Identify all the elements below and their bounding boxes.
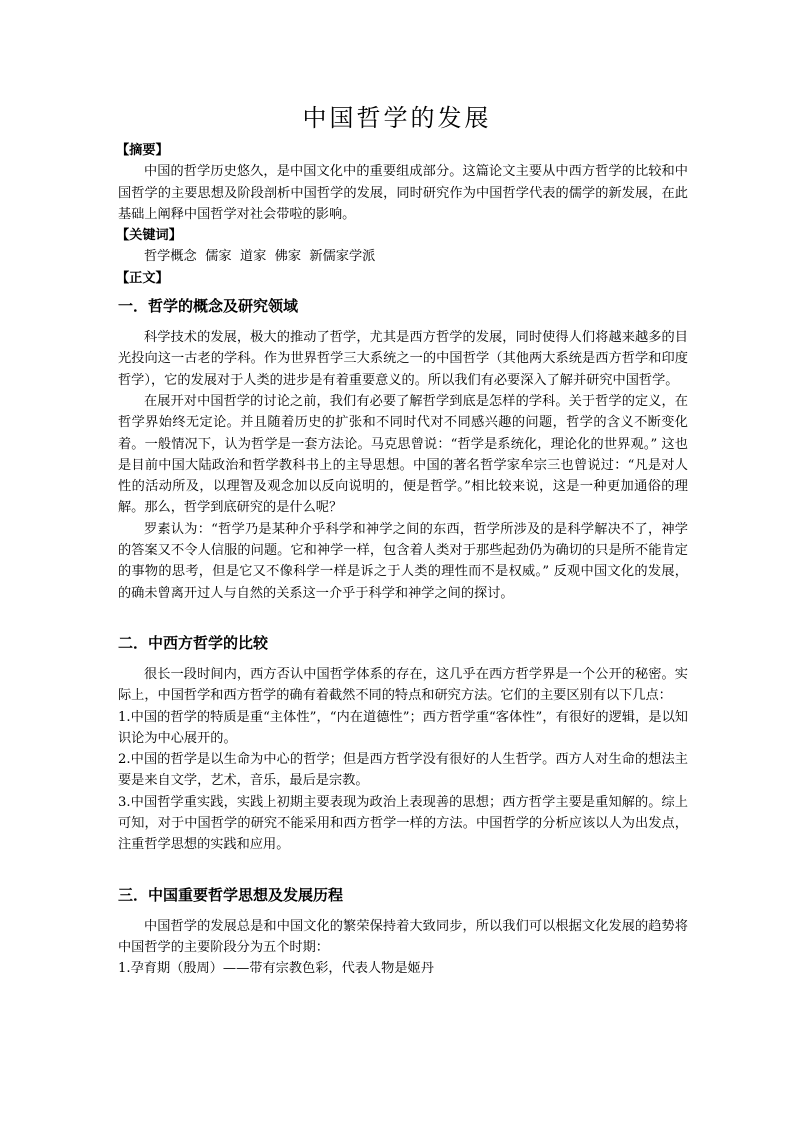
section-2-item-1: 1.中国的哲学的特质是重“主体性”，“内在道德性”；西方哲学重“客体性”，有很好的逻辑，是以知识论为中心展开的。	[118, 709, 688, 746]
section-heading-2: 二．中西方哲学的比较	[118, 633, 269, 652]
section-3-item-1: 1.孕育期（殷周）——带有宗教色彩，代表人物是姬丹	[118, 961, 434, 977]
section-heading-3: 三．中国重要哲学思想及发展历程	[118, 885, 344, 904]
section-2-paragraph-1: 很长一段时间内，西方否认中国哲学体系的存在，这几乎在西方哲学界是一个公开的秘密。实际上，中国哲学和西方哲学的确有着截然不同的特点和研究方法。它们的主要区别有以下几点：	[118, 666, 688, 704]
section-1-paragraph-1: 科学技术的发展，极大的推动了哲学，尤其是西方哲学的发展，同时使得人们将越来越多的目光投向这一古老的学科。作为世界哲学三大系统之一的中国哲学（其他两大系统是西方哲学和印度哲学），它的发展对于人类的进步是有着重要意义的。所以我们有必要深入了解并研究中国哲学。	[118, 330, 688, 388]
document-title: 中国哲学的发展	[302, 104, 492, 132]
abstract-text: 中国的哲学历史悠久，是中国文化中的重要组成部分。这篇论文主要从中西方哲学的比较和中国哲学的主要思想及阶段剖析中国哲学的发展，同时研究作为中国哲学代表的儒学的新发展，在此基础上阐释中国哲学对社会带啦的影响。	[118, 164, 688, 222]
body-label: 【正文】	[116, 270, 169, 286]
abstract-label: 【摘要】	[116, 143, 169, 158]
section-1-paragraph-3: 罗素认为：“哲学乃是某种介乎科学和神学之间的东西，哲学所涉及的是科学解决不了，神学的答案又不令人信服的问题。它和神学一样，包含着人类对于那些起劲仍为确切的只是所不能肯定的事物的思考，但是它又不像科学一样是诉之于人类的理性而不是权威。” 反观中国文化的发展，的确未曾离开过人与自然的关系这一介乎于科学和神学之间的探讨。	[118, 521, 688, 601]
keywords-text: 哲学概念 儒家 道家 佛家 新儒家学派	[144, 249, 376, 265]
section-3-paragraph-1: 中国哲学的发展总是和中国文化的繁荣保持着大致同步，所以我们可以根据文化发展的趋势将中国哲学的主要阶段分为五个时期：	[118, 918, 688, 955]
section-heading-1: 一．哲学的概念及研究领域	[118, 297, 299, 316]
section-2-item-3: 3.中国哲学重实践，实践上初期主要表现为政治上表现善的思想；西方哲学主要是重知解的。综上可知，对于中国哲学的研究不能采用和西方哲学一样的方法。中国哲学的分析应该以人为出发点，注重哲学思想的实践和应用。	[118, 794, 688, 853]
section-1-paragraph-2: 在展开对中国哲学的讨论之前，我们有必要了解哲学到底是怎样的学科。关于哲学的定义，在哲学界始终无定论。并且随着历史的扩张和不同时代对不同感兴趣的问题，哲学的含义不断变化着。一般情况下，认为哲学是一套方法论。马克思曾说：“哲学是系统化，理论化的世界观。” 这也是目前中国大陆政治和哲学教科书上的主导思想。中国的著名哲学家牟宗三也曾说过：“凡是对人性的活动所及，以理智及观念加以反向说明的，便是哲学。”相比较来说，这是一种更加通俗的理解。那么，哲学到底研究的是什么呢？	[118, 393, 688, 516]
keywords-label: 【关键词】	[116, 228, 182, 244]
document-body	[118, 140, 688, 980]
section-2-item-2: 2.中国的哲学是以生命为中心的哲学；但是西方哲学没有很好的人生哲学。西方人对生命的想法主要是来自文学，艺术，音乐，最后是宗教。	[118, 752, 688, 789]
